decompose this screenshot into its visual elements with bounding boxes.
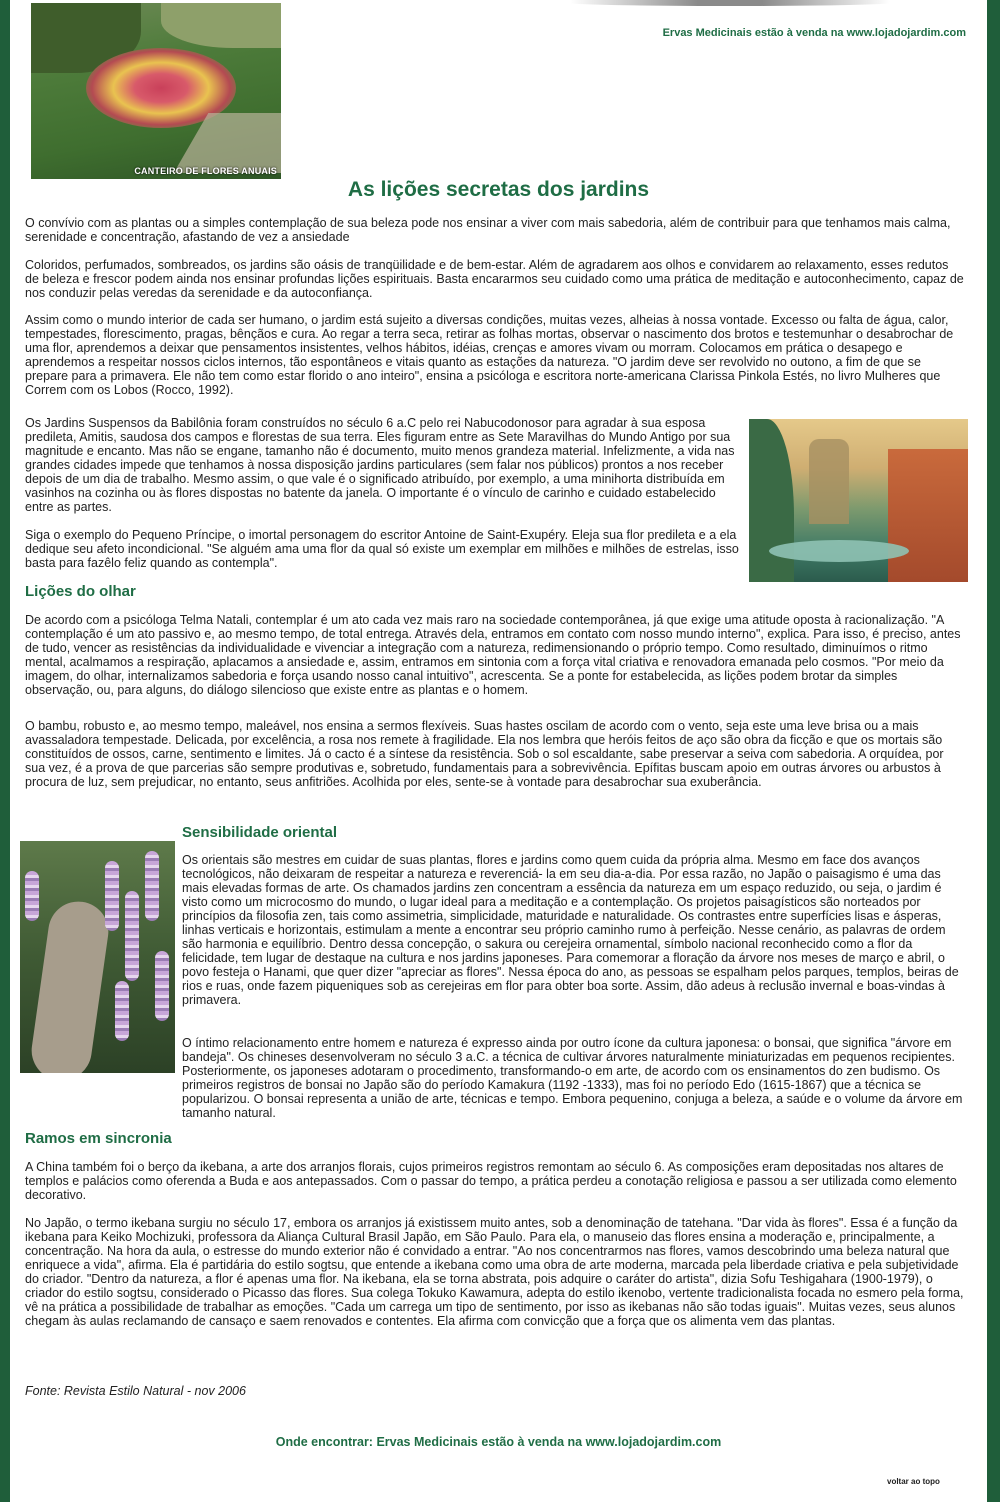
top-decoration — [570, 0, 890, 6]
top-store-link[interactable]: Ervas Medicinais estão à venda na www.lojadojardim.com — [662, 27, 966, 39]
paragraph-olhar-1: De acordo com a psicóloga Telma Natali, contemplar é um ato cada vez mais raro na sociedade contemporânea, já que exige uma atitude oposta à racionalização. "A contemplação é um ato passivo e, ao mesmo tempo, de total entrega. Através dela, entramos em contato com nosso mundo interno", explica. Para isso, é preciso, antes de tudo, vencer as resistências da individualidade e vivenciar a integração com a natureza, redimensionando o próprio tempo. Como resultado, diminuímos o ritmo mental, acalmamos a respiração, aplacamos a ansiedade e, assim, entramos em sintonia com a força vital criativa e renovadora emanada pelo cosmos. "Por meio da imagem, do olhar, internalizamos sabedoria e força usando nosso canal intuitivo", acrescenta. Se a ponte for estabelecida, as lições podem brotar da simples observação, ou, para alguns, do diálogo silencioso que existe entre as plantas e o homem. — [25, 613, 961, 697]
paragraph-little-prince: Siga o exemplo do Pequeno Príncipe, o imortal personagem do escritor Antoine de Saint-Exupéry. Eleja sua flor predileta e a ela dedique seu afeto incondicional. "Se alguém ama uma flor da qual só existe um exemplar em milhões e milhões de estrelas, isso basta para fazêlo feliz quando as contempla". — [25, 528, 739, 570]
paragraph-intro-3: Assim como o mundo interior de cada ser humano, o jardim está sujeito a diversas condições, muitas vezes, alheias à nossa vontade. Excesso ou falta de água, calor, tempestades, florescimento, pragas, bênçãos e cura. Ao regar a terra seca, retirar as folhas mortas, observar o nascimento dos brotos e testemunhar o desabrochar de uma flor, aprendemos a deixar que pensamentos insistentes, velhos hábitos, idéias, crenças e amores vivam ou morram. Colocamos em prática o desapego e aprendemos a respeitar nossos ciclos internos, tão espontâneos e vitais quanto as estações da natureza. "O jardim deve ser revolvido no outono, a fim de que se prepare para a primavera. Ele não tem como estar florido o ano inteiro", ensina a psicóloga e escritora norte-americana Clarissa Pinkola Estés, no livro Mulheres que Correm com os Lobos (Rocco, 1992). — [25, 313, 954, 397]
babylon-gardens-image — [749, 419, 968, 582]
section-title-olhar: Lições do olhar — [25, 583, 136, 600]
paragraph-oriental-2: O íntimo relacionamento entre homem e natureza é expresso ainda por outro ícone da cultura japonesa: o bonsai, que significa "árvore em bandeja". Os chineses desenvolveram no século 3 a.C. a técnica de cultivar árvores naturalmente miniaturizadas em pequenos recipientes. Posteriormente, os japoneses adotaram o procedimento, transformando-o em arte, de acordo com os ensinamentos do zen budismo. Os primeiros registros de bonsai no Japão são do período Kamakura (1192 -1333), mas foi no período Edo (1615-1867) que a técnica se popularizou. O bonsai representa a união de arte, técnicas e tempo. Embora pequenino, conjuga a beleza, a saúde e o volume da árvore em tamanho natural. — [182, 1036, 963, 1120]
hero-caption: CANTEIRO DE FLORES ANUAIS — [134, 166, 277, 176]
section-title-oriental: Sensibilidade oriental — [182, 824, 338, 841]
page-title: As lições secretas dos jardins — [347, 178, 650, 201]
paragraph-oriental-1: Os orientais são mestres em cuidar de suas plantas, flores e jardins como quem cuida da própria alma. Mesmo em face dos avanços tecnológicos, não deixaram de respeitar a natureza e reverenciá- la em seu dia-a-dia. Por essa razão, no Japão o paisagismo é uma das mais elevadas formas de arte. Os chamados jardins zen concentram a essência da natureza em um espaço reduzido, ou seja, o jardim é visto como um microcosmo do mundo, o lugar ideal para a meditação e a contemplação. Os projetos paisagísticos são norteados por princípios da filosofia zen, tais como assimetria, simplicidade, maturidade e naturalidade. Os contrastes entre superfícies lisas e ásperas, linhas verticais e horizontais, estimulam a mente a encontrar seu próprio caminho rumo à perfeição. Nesse cenário, as palavras de ordem são harmonia e equilíbrio. Dentro dessa concepção, o sakura ou cerejeira ornamental, símbolo nacional reconhecido como a flor da felicidade, tem lugar de destaque na cultura e nos jardins japoneses. Para comemorar a floração da árvore nos meses de março e abril, o povo festeja o Hanami, que quer dizer "apreciar as flores". Nessa época do ano, as pessoas se espalham pelos parques, templos, beiras de rios e ruas, onde fazem piqueniques sob as cerejeiras em flor para obter boa sorte. Assim, dão adeus à reclusão invernal e boas-vindas à primavera. — [182, 853, 959, 1007]
wisteria-image — [20, 841, 175, 1073]
bottom-store-link[interactable]: Onde encontrar: Ervas Medicinais estão à venda na www.lojadojardim.com — [275, 1435, 722, 1449]
back-to-top-link[interactable]: voltar ao topo — [887, 1477, 940, 1486]
paragraph-intro-2: Coloridos, perfumados, sombreados, os jardins são oásis de tranqüilidade e de bem-estar. Além de agradarem aos olhos e convidarem ao relaxamento, esses redutos de beleza e frescor podem ainda nos ensinar profundas lições espirituais. Basta encararmos seu cuidado como uma prática de meditação e autoconhecimento, capaz de nos conduzir pelas veredas da serenidade e da autoconfiança. — [25, 258, 964, 300]
page — [10, 0, 987, 1502]
paragraph-ramos-1: A China também foi o berço da ikebana, a arte dos arranjos florais, cujos primeiros registros remontam ao século 6. As composições eram depositadas nos altares de templos e palácios como oferenda a Buda e aos antepassados. Com o passar do tempo, a prática perdeu a conotação religiosa e passou a ser utilizada como elemento decorativo. — [25, 1160, 957, 1202]
source-credit: Fonte: Revista Estilo Natural - nov 2006 — [25, 1384, 246, 1398]
paragraph-intro-1: O convívio com as plantas ou a simples contemplação de sua beleza pode nos ensinar a viver com mais sabedoria, além de contribuir para que tenhamos mais calma, serenidade e concentração, afastando de vez a ansiedade — [25, 216, 951, 244]
paragraph-olhar-2: O bambu, robusto e, ao mesmo tempo, maleável, nos ensina a sermos flexíveis. Suas hastes oscilam de acordo com o vento, seja este uma leve brisa ou a mais avassaladora tempestade. Delicada, por excelência, a rosa nos remete à fragilidade. Ela nos lembra que heróis feitos de aço são obra da ficção e que os mortais são constituídos de ossos, carne, sentimento e limites. Já o cacto é a síntese da resistência. Sob o sol escaldante, sabe preservar a seiva com sabedoria. A orquídea, por sua vez, é a prova de que parcerias são sempre produtivas e, sobretudo, fundamentais para a sobrevivência. Epífitas buscam apoio em outras árvores ou arbustos à procura de luz, sem prejudicar, no entanto, seus anfitriões. Acolhida por eles, sente-se à vontade para desabrochar sua exuberância. — [25, 719, 944, 789]
hero-image-flower-bed — [31, 3, 281, 179]
paragraph-ramos-2: No Japão, o termo ikebana surgiu no século 17, embora os arranjos já existissem muito antes, sob a denominação de tatehana. "Dar vida às flores". Essa é a função da ikebana para Keiko Mochizuki, professora da Aliança Cultural Brasil Japão, em São Paulo. Para ela, o manuseio das flores ensina a moderação e, principalmente, a concentração. Na hora da aula, o estresse do mundo exterior não é convidado a entrar. "Ao nos concentrarmos nas flores, vamos descobrindo uma beleza natural que enriquece a vida", afirma. Ela é partidária do estilo sogtsu, que entende a ikebana como uma obra de arte moderna, marcada pela liberdade criativa e pela subjetividade do criador. "Dentro da natureza, a flor é apenas uma flor. Na ikebana, ela se torna abstrata, pois adquire o caráter do artista", dizia Sofu Teshigahara (1900-1979), o criador do estilo sogtsu, considerado o Picasso das flores. Sua colega Tokuko Kawamura, adepta do estilo ikenobo, vertente tradicionalista focada no esmero pela forma, vê na prática a possibilidade de trabalhar as emoções. "Cada um carrega um tipo de sentimento, por isso as ikebanas não são todas iguais". Muitas vezes, seus alunos chegam às aulas reclamando de cansaço e saem renovados e contentes. Ela afirma com convicção que a força que os alimenta vem das plantas. — [25, 1216, 964, 1328]
section-title-ramos: Ramos em sincronia — [25, 1130, 172, 1147]
paragraph-babylon: Os Jardins Suspensos da Babilônia foram construídos no século 6 a.C pelo rei Nabucodonosor para agradar à sua esposa predileta, Amitis, saudosa dos campos e florestas de sua terra. Eles figuram entre as Sete Maravilhas do Mundo Antigo por sua magnitude e encanto. Mas não se engane, tamanho não é documento, muito menos grandeza material. Infelizmente, a vida nas grandes cidades impede que tenhamos à nossa disposição jardins particulares (sem falar nos públicos) prontos a nos receber depois de um dia de trabalho. Mesmo assim, o que vale é o significado atribuído, por exemplo, a uma minihorta distribuída em vasinhos na cozinha ou às flores dispostas no batente da janela. O importante é o vínculo de carinho e cuidado estabelecido entre as partes. — [25, 416, 735, 514]
